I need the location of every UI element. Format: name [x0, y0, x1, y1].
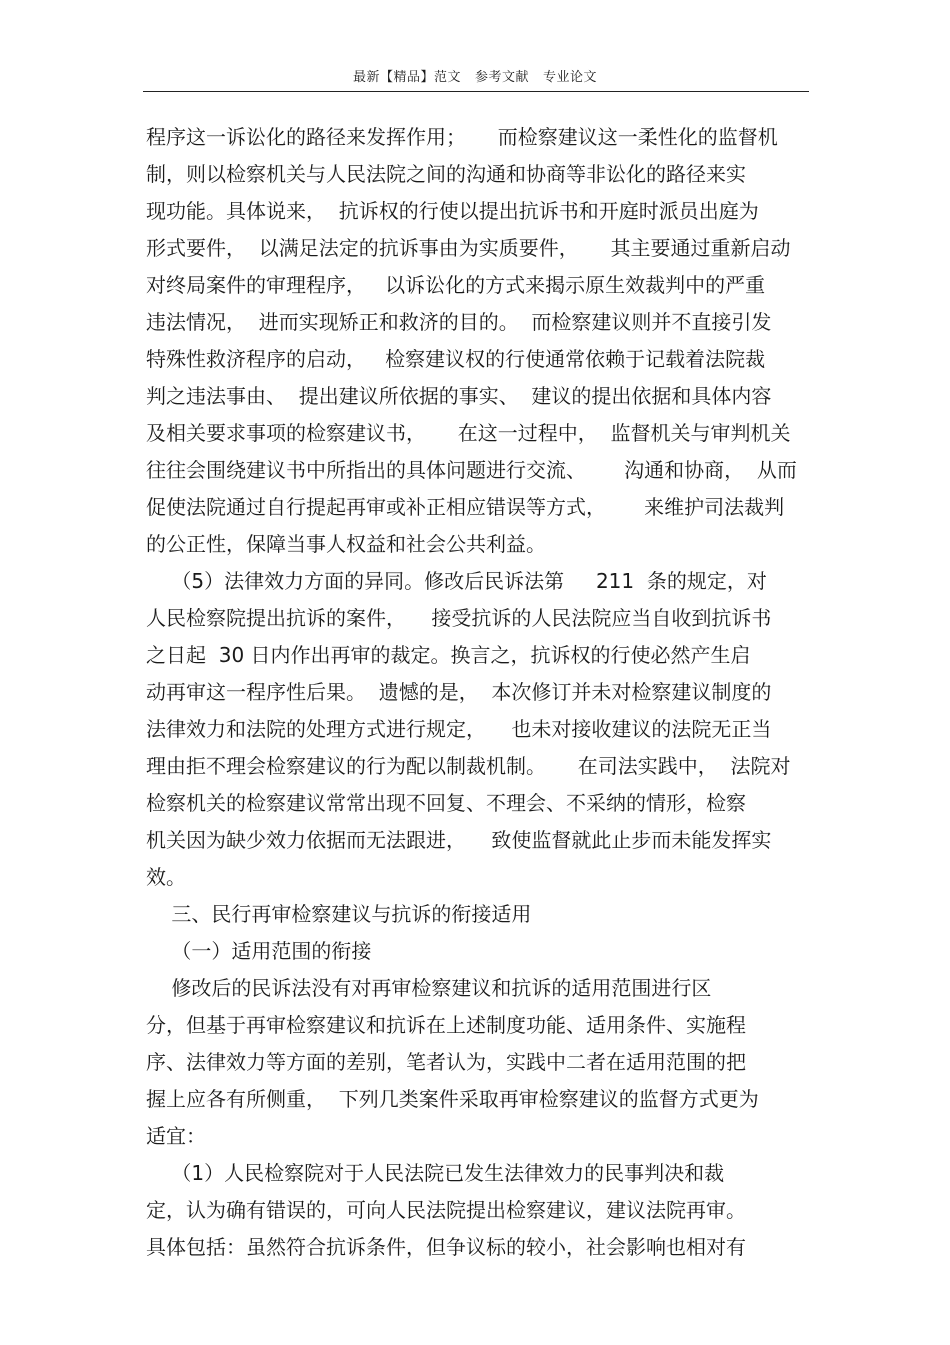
text-line: 促使法院通过自行提起再审或补正相应错误等方式， 来维护司法裁判	[146, 495, 785, 519]
text-line: （1）人民检察院对于人民法院已发生法律效力的民事判决和裁	[146, 1161, 725, 1185]
text-line: 之日起 30 日内作出再审的裁定。换言之，抗诉权的行使必然产生启	[146, 643, 751, 667]
text-line: 对终局案件的审理程序， 以诉讼化的方式来揭示原生效裁判中的严重	[146, 273, 766, 297]
section-heading: 三、民行再审检察建议与抗诉的衔接适用	[146, 902, 532, 926]
text-line: 的公正性，保障当事人权益和社会公共利益。	[146, 532, 546, 556]
text-line: 人民检察院提出抗诉的案件， 接受抗诉的人民法院应当自收到抗诉书	[146, 606, 772, 630]
text-line: 分，但基于再审检察建议和抗诉在上述制度功能、适用条件、实施程	[146, 1013, 746, 1037]
header-item-papers: 专业论文	[543, 70, 598, 85]
text-line: 序、法律效力等方面的差别，笔者认为，实践中二者在适用范围的把	[146, 1050, 746, 1074]
text-line: 违法情况， 进而实现矫正和救济的目的。 而检察建议则并不直接引发	[146, 310, 772, 334]
text-line: 机关因为缺少效力依据而无法跟进， 致使监督就此止步而未能发挥实	[146, 828, 772, 852]
text-line: 现功能。具体说来， 抗诉权的行使以提出抗诉书和开庭时派员出庭为	[146, 199, 759, 223]
header-item-references: 参考文献	[474, 70, 529, 85]
text-line: 理由拒不理会检察建议的行为配以制裁机制。 在司法实践中， 法院对	[146, 754, 791, 778]
text-line: 形式要件， 以满足法定的抗诉事由为实质要件， 其主要通过重新启动	[146, 236, 791, 260]
text-line: 具体包括：虽然符合抗诉条件，但争议标的较小，社会影响也相对有	[146, 1235, 746, 1259]
subsection-heading: （一）适用范围的衔接	[146, 939, 372, 963]
text-line: 定，认为确有错误的，可向人民法院提出检察建议，建议法院再审。	[146, 1198, 746, 1222]
text-line: 检察机关的检察建议常常出现不回复、不理会、不采纳的情形，检察	[146, 791, 746, 815]
text-line: 法律效力和法院的处理方式进行规定， 也未对接收建议的法院无正当	[146, 717, 772, 741]
text-line: 制，则以检察机关与人民法院之间的沟通和协商等非讼化的路径来实	[146, 162, 746, 186]
text-line: 修改后的民诉法没有对再审检察建议和抗诉的适用范围进行区	[146, 976, 712, 1000]
text-line: 往往会围绕建议书中所指出的具体问题进行交流、 沟通和协商， 从而	[146, 458, 797, 482]
header-item-latest: 最新【精品】范文	[352, 70, 461, 85]
text-line: 及相关要求事项的检察建议书， 在这一过程中， 监督机关与审判机关	[146, 421, 791, 445]
text-line: 效。	[146, 865, 186, 889]
header-divider	[143, 91, 809, 92]
text-line: 适宜：	[146, 1124, 206, 1148]
text-line: 判之违法事由、 提出建议所依据的事实、 建议的提出依据和具体内容	[146, 384, 772, 408]
text-line: 握上应各有所侧重， 下列几类案件采取再审检察建议的监督方式更为	[146, 1087, 759, 1111]
text-line: （5）法律效力方面的异同。修改后民诉法第 211 条的规定，对	[146, 569, 767, 593]
page-header	[0, 66, 950, 85]
text-line: 特殊性救济程序的启动， 检察建议权的行使通常依赖于记载着法院裁	[146, 347, 766, 371]
text-line: 程序这一诉讼化的路径来发挥作用； 而检察建议这一柔性化的监督机	[146, 125, 778, 149]
text-line: 动再审这一程序性后果。 遗憾的是， 本次修订并未对检察建议制度的	[146, 680, 772, 704]
